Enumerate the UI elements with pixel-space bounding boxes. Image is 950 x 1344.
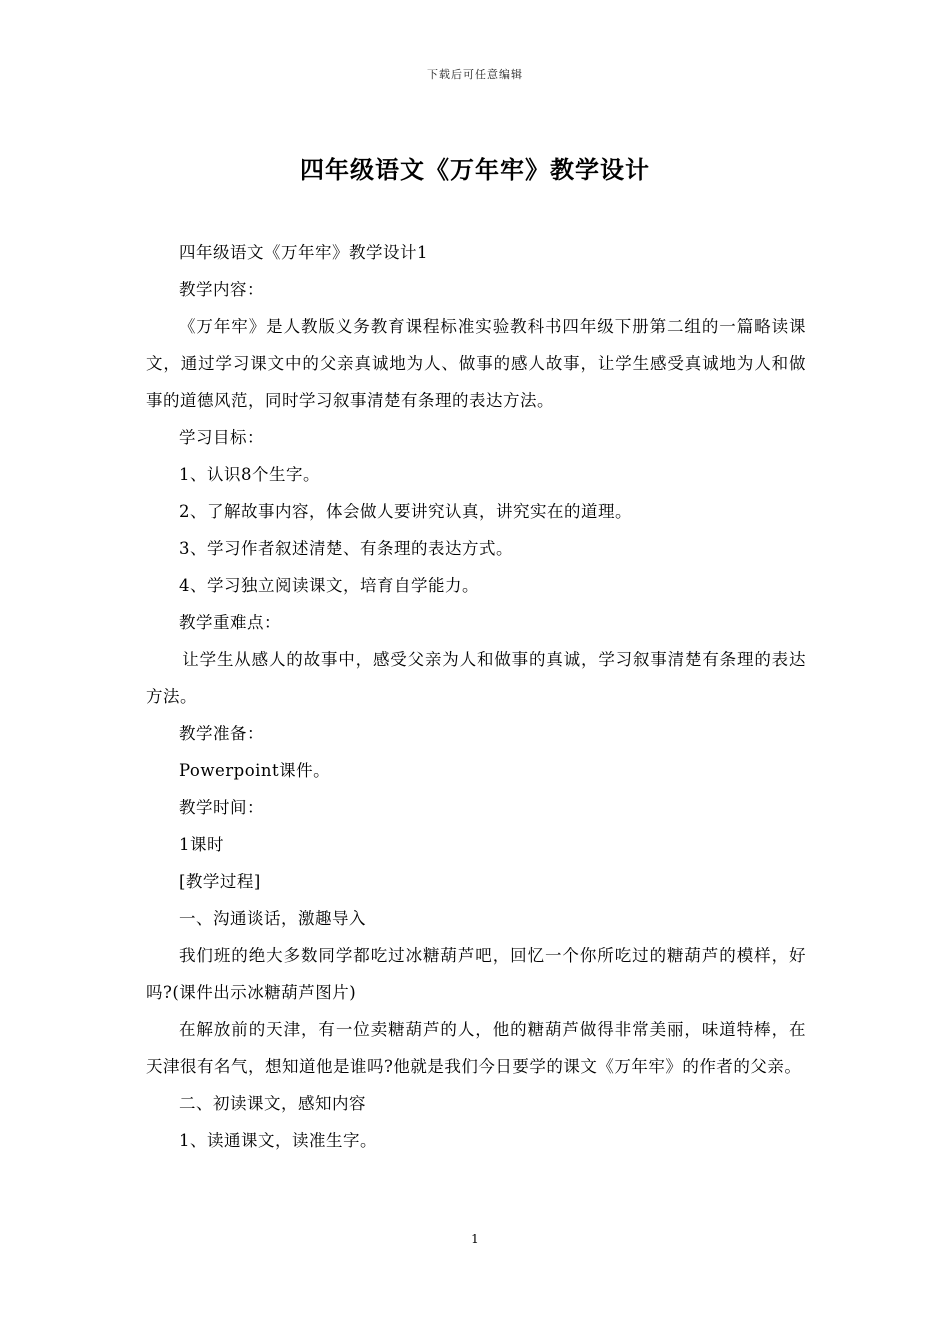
paragraph: 二、初读课文，感知内容 <box>179 1094 366 1113</box>
paragraph: 四年级语文《万年牢》教学设计1 <box>179 243 428 262</box>
paragraph: 2、了解故事内容，体会做人要讲究认真，讲究实在的道理。 <box>179 502 632 521</box>
paragraph: 3、学习作者叙述清楚、有条理的表达方式。 <box>179 539 513 558</box>
paragraph: 学习目标： <box>179 428 264 447</box>
paragraph: 一、沟通谈话，激趣导入 <box>179 909 366 928</box>
paragraph: 1课时 <box>179 835 224 854</box>
document-title: 四年级语文《万年牢》教学设计 <box>300 156 650 184</box>
paragraph: 在解放前的天津，有一位卖糖葫芦的人，他的糖葫芦做得非常美丽，味道特棒，在天津很有名气，想知道他是谁吗?他就是我们今日要学的课文《万年牢》的作者的父亲。 <box>146 1020 806 1076</box>
paragraph: 1、认识8个生字。 <box>179 465 320 484</box>
document-body <box>146 234 806 1159</box>
paragraph: 1、读通课文，读准生字。 <box>179 1131 377 1150</box>
paragraph: 教学重难点： <box>179 613 281 632</box>
paragraph: 让学生从感人的故事中，感受父亲为人和做事的真诚，学习叙事清楚有条理的表达方法。 <box>146 650 806 706</box>
page-header-note: 下载后可任意编辑 <box>427 68 523 81</box>
page-number: 1 <box>471 1232 479 1246</box>
paragraph: 4、学习独立阅读课文，培育自学能力。 <box>179 576 479 595</box>
paragraph: 教学准备： <box>179 724 264 743</box>
paragraph: 《万年牢》是人教版义务教育课程标准实验教科书四年级下册第二组的一篇略读课文，通过学习课文中的父亲真诚地为人、做事的感人故事，让学生感受真诚地为人和做事的道德风范，同时学习叙事清楚有条理的表达方法。 <box>146 317 806 410</box>
paragraph: [教学过程] <box>179 872 261 891</box>
paragraph: 我们班的绝大多数同学都吃过冰糖葫芦吧，回忆一个你所吃过的糖葫芦的模样，好吗?(课件出示冰糖葫芦图片) <box>146 946 806 1002</box>
paragraph: Powerpoint课件。 <box>179 761 331 780</box>
paragraph: 教学时间： <box>179 798 264 817</box>
paragraph: 教学内容： <box>179 280 264 299</box>
